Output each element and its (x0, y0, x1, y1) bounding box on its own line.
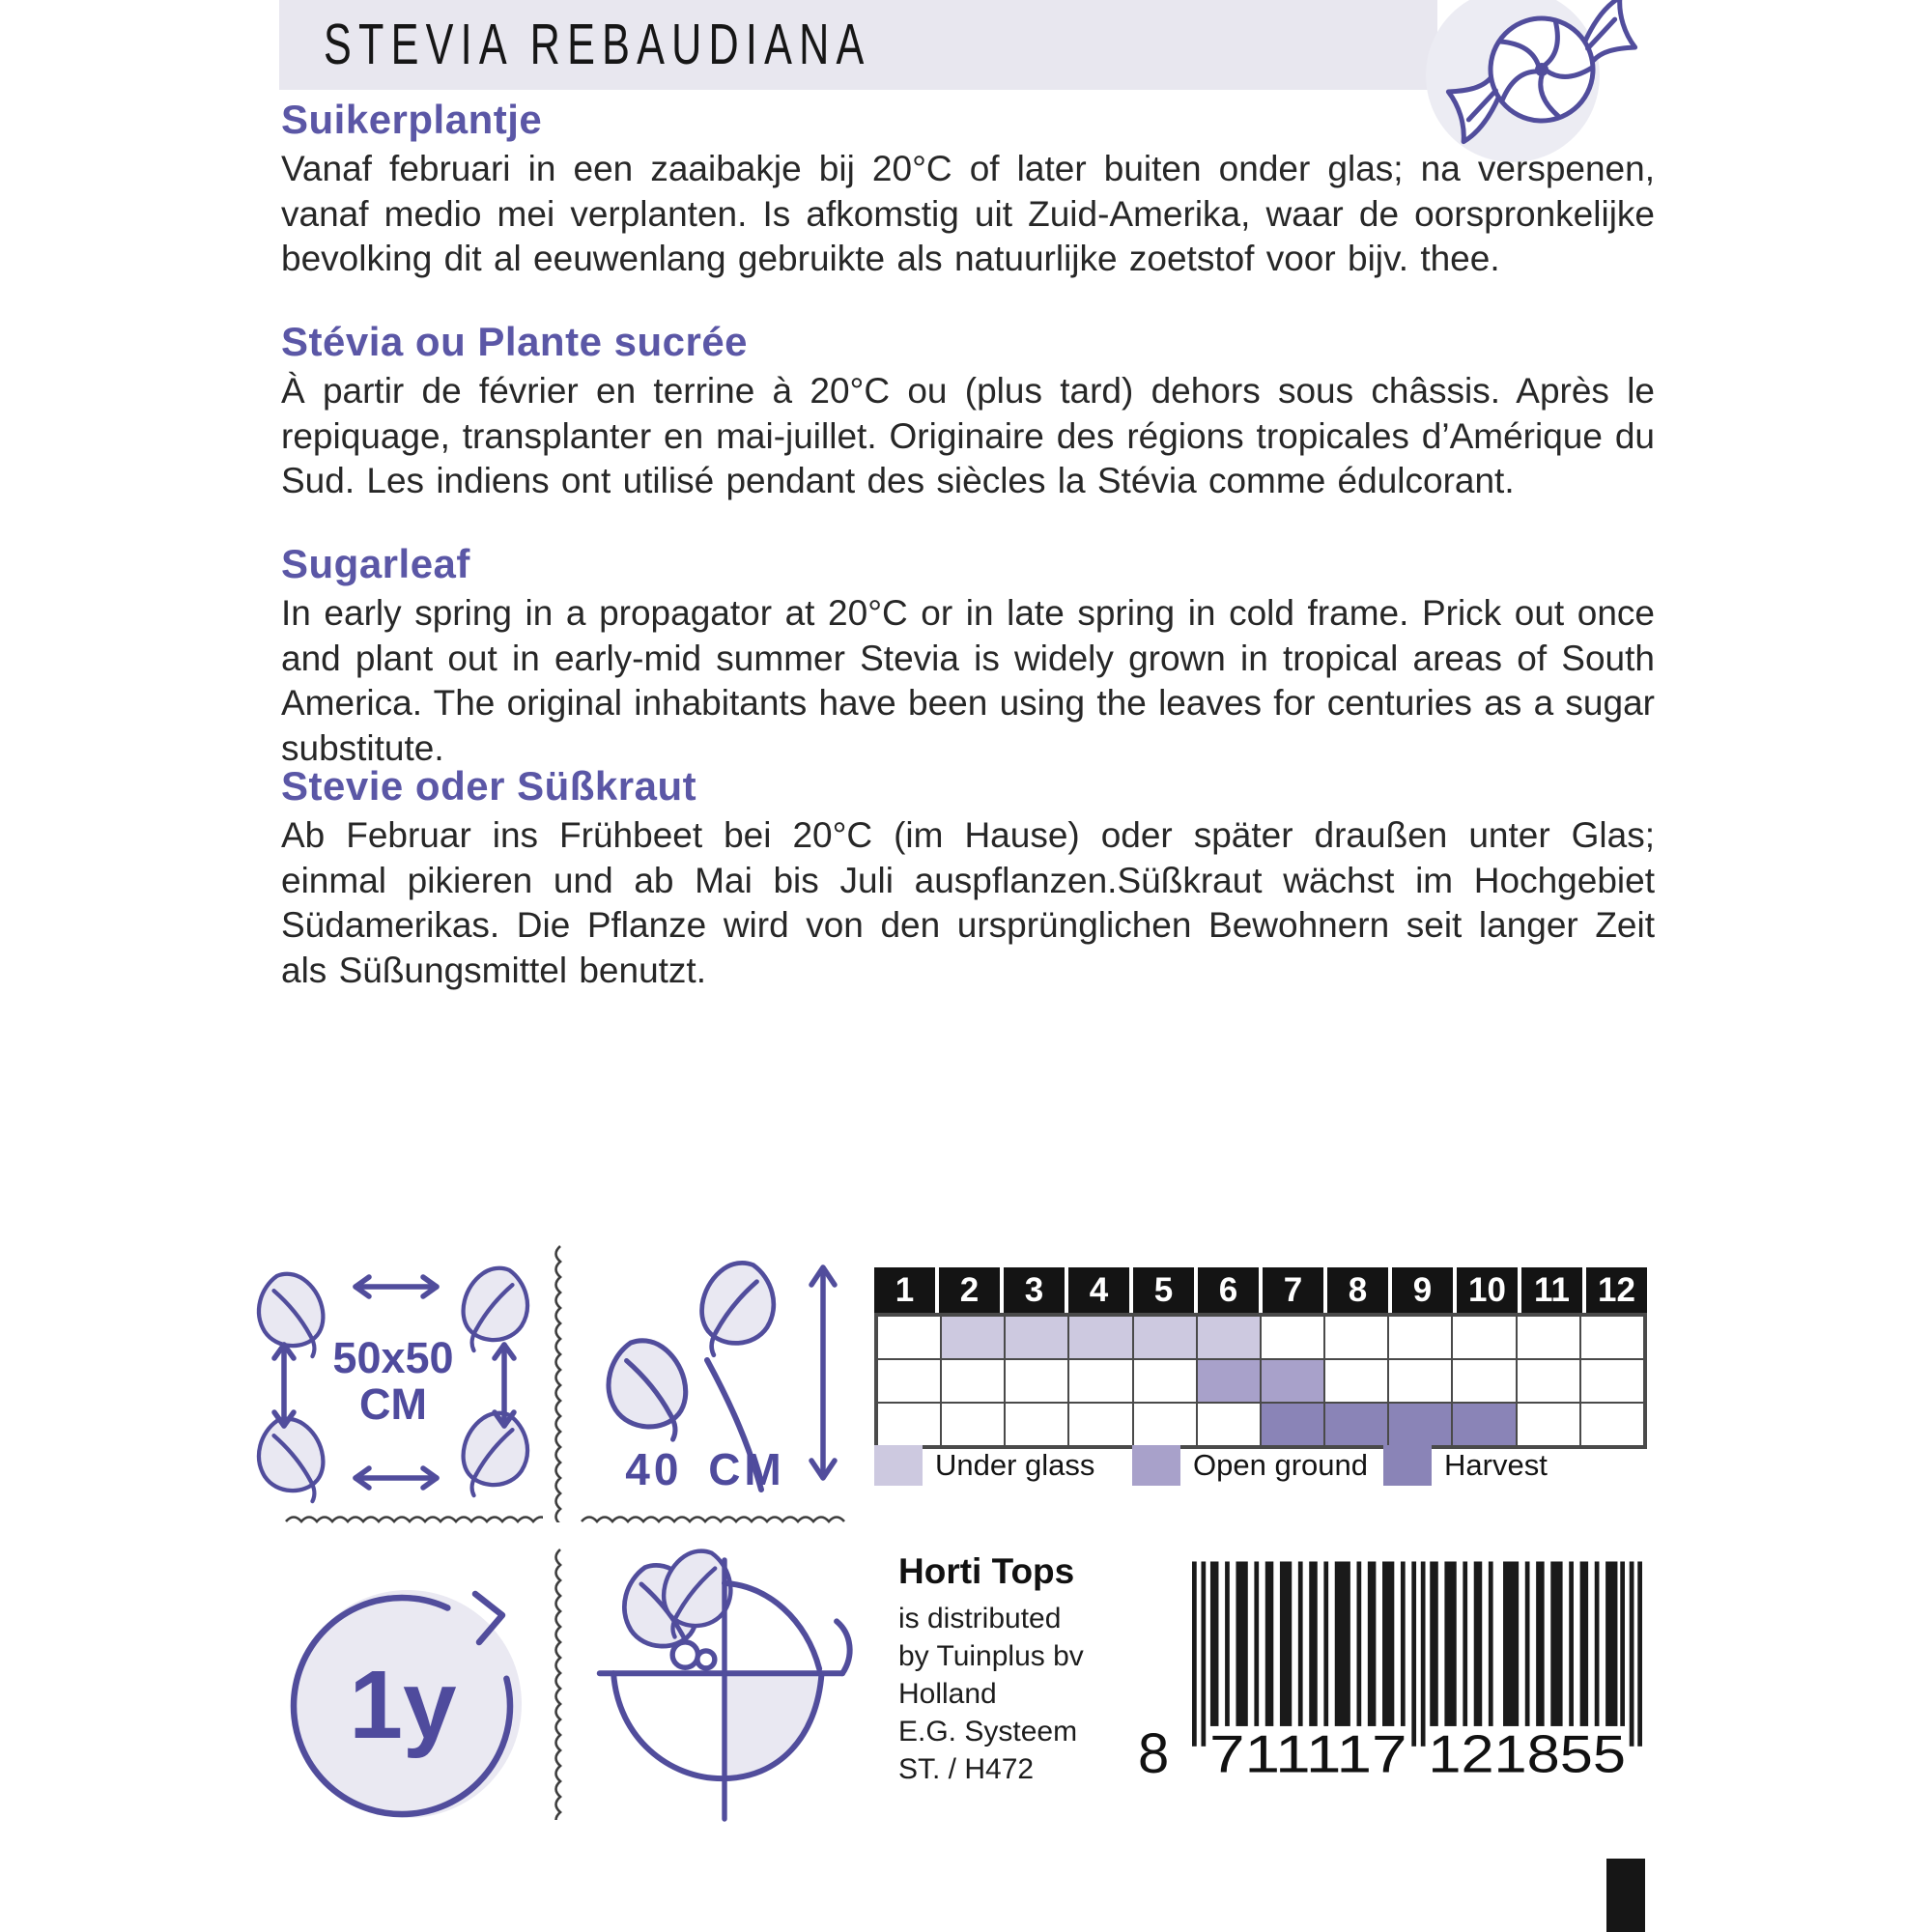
salad-bowl-icon (583, 1544, 866, 1830)
calendar-month-9: 9 (1392, 1267, 1453, 1313)
title-band (279, 0, 1437, 90)
calendar-cell (1452, 1359, 1516, 1403)
calendar-month-1: 1 (874, 1267, 935, 1313)
sowing-calendar (874, 1267, 1647, 1449)
distributor-line: is distributed (898, 1603, 1062, 1634)
calendar-cell (1517, 1316, 1580, 1359)
calendar-month-header (874, 1267, 1647, 1313)
barcode-lead-digit: 8 (1138, 1722, 1170, 1785)
barcode-digits-group1: 711117 (1208, 1723, 1407, 1784)
calendar-month-5: 5 (1133, 1267, 1194, 1313)
legend-label-under-glass: Under glass (935, 1448, 1095, 1482)
section-heading-nl: Suikerplantje (281, 97, 543, 142)
section-heading-de: Stevie oder Süßkraut (281, 763, 697, 809)
calendar-month-8: 8 (1327, 1267, 1388, 1313)
calendar-cell (1324, 1359, 1388, 1403)
calendar-legend (874, 1445, 1657, 1490)
calendar-cell (877, 1403, 941, 1446)
calendar-month-11: 11 (1521, 1267, 1582, 1313)
legend-label-open-ground: Open ground (1193, 1448, 1368, 1482)
legend-item-open-ground (1132, 1445, 1368, 1486)
calendar-cell (1388, 1403, 1452, 1446)
calendar-cell (1452, 1316, 1516, 1359)
calendar-cell (1068, 1359, 1132, 1403)
calendar-cell (1324, 1403, 1388, 1446)
calendar-cell (1197, 1316, 1261, 1359)
calendar-cell (1388, 1359, 1452, 1403)
section-heading-fr: Stévia ou Plante sucrée (281, 319, 749, 364)
section-body-de: Ab Februar ins Frühbeet bei 20°C (im Hause) oder später draußen unter Glas; einmal pikieren und ab Mai bis Juli auspflanzen.Süßkraut wächst im Hochgebiet Südamerikas. Die Pflanze wird von den ursprünglichen Bewohnern seit langer Zeit als Süßungsmittel benutzt. (281, 815, 1655, 990)
calendar-month-3: 3 (1004, 1267, 1065, 1313)
distributor-line: ST. / H472 (898, 1753, 1035, 1785)
spacing-value: 50x50 CM (332, 1333, 454, 1429)
print-registration-mark (1606, 1859, 1645, 1932)
calendar-cell (1197, 1359, 1261, 1403)
divider-vertical-top (552, 1244, 569, 1522)
barcode-bars (1192, 1555, 1642, 1792)
calendar-cell (1133, 1403, 1197, 1446)
calendar-cell (1068, 1316, 1132, 1359)
calendar-cell (1005, 1316, 1068, 1359)
calendar-cell (941, 1403, 1005, 1446)
legend-item-harvest (1383, 1445, 1548, 1486)
calendar-cell (877, 1316, 941, 1359)
calendar-cell (877, 1359, 941, 1403)
calendar-month-6: 6 (1198, 1267, 1259, 1313)
calendar-cell (1517, 1403, 1580, 1446)
calendar-cell (1580, 1403, 1644, 1446)
calendar-cell (1005, 1359, 1068, 1403)
divider-horizontal-left (284, 1513, 543, 1530)
calendar-month-2: 2 (939, 1267, 1000, 1313)
calendar-grid (874, 1313, 1647, 1449)
divider-horizontal-right (580, 1513, 848, 1530)
viability-value: 1y (349, 1651, 457, 1759)
calendar-cell (1388, 1316, 1452, 1359)
section-body-en: In early spring in a propagator at 20°C or in late spring in cold frame. Prick out once and plant out in early-mid summer Stevia is widely grown in tropical areas of South America. The original inhabitants have been using the leaves for centuries as a sugar substitute. (281, 593, 1655, 768)
viability-icon (249, 1553, 556, 1853)
calendar-cell (1133, 1316, 1197, 1359)
calendar-month-4: 4 (1068, 1267, 1129, 1313)
calendar-cell (1068, 1403, 1132, 1446)
distributor-line: Holland (898, 1678, 997, 1710)
legend-label-harvest: Harvest (1444, 1448, 1548, 1482)
calendar-cell (941, 1359, 1005, 1403)
calendar-cell (1580, 1359, 1644, 1403)
calendar-cell (1517, 1359, 1580, 1403)
distributor-line: E.G. Systeem (898, 1716, 1078, 1747)
barcode-digits-group2: 121855 (1428, 1723, 1626, 1784)
calendar-cell (1261, 1359, 1324, 1403)
legend-item-under-glass (874, 1445, 1094, 1486)
section-body-nl: Vanaf februari in een zaaibakje bij 20°C of later buiten onder glas; na verspenen, vanaf medio mei verplanten. Is afkomstig uit Zuid-Amerika, waar de oorspronkelijke bevolking dit al eeuwenlang gebruikte als natuurlijke zoetstof voor bijv. thee. (281, 149, 1655, 278)
calendar-cell (1133, 1359, 1197, 1403)
plant-height-icon (580, 1252, 860, 1513)
calendar-cell (1452, 1403, 1516, 1446)
calendar-cell (941, 1316, 1005, 1359)
section-heading-en: Sugarleaf (281, 541, 470, 586)
calendar-cell (1005, 1403, 1068, 1446)
distributor-brand: Horti Tops (898, 1551, 1075, 1591)
legend-swatch-harvest (1383, 1445, 1432, 1486)
botanical-name: STEVIA REBAUDIANA (324, 13, 871, 77)
spacing-icon (240, 1252, 547, 1511)
section-body-fr: À partir de février en terrine à 20°C ou (plus tard) dehors sous châssis. Après le repiquage, transplanter en mai-juillet. Originaire des régions tropicales d’Amérique du Sud. Les indiens ont utilisé pendant des siècles la Stévia comme édulcorant. (281, 371, 1655, 500)
distributor-line: by Tuinplus bv (898, 1640, 1084, 1672)
calendar-cell (1324, 1316, 1388, 1359)
distributor-info (898, 1551, 1169, 1788)
calendar-cell (1261, 1316, 1324, 1359)
calendar-month-7: 7 (1263, 1267, 1323, 1313)
calendar-cell (1580, 1316, 1644, 1359)
barcode (1138, 1555, 1679, 1792)
legend-swatch-under-glass (874, 1445, 923, 1486)
calendar-cell (1261, 1403, 1324, 1446)
height-value: 40 CM (625, 1444, 785, 1494)
calendar-month-12: 12 (1586, 1267, 1647, 1313)
calendar-cell (1197, 1403, 1261, 1446)
legend-swatch-open-ground (1132, 1445, 1180, 1486)
calendar-month-10: 10 (1457, 1267, 1518, 1313)
